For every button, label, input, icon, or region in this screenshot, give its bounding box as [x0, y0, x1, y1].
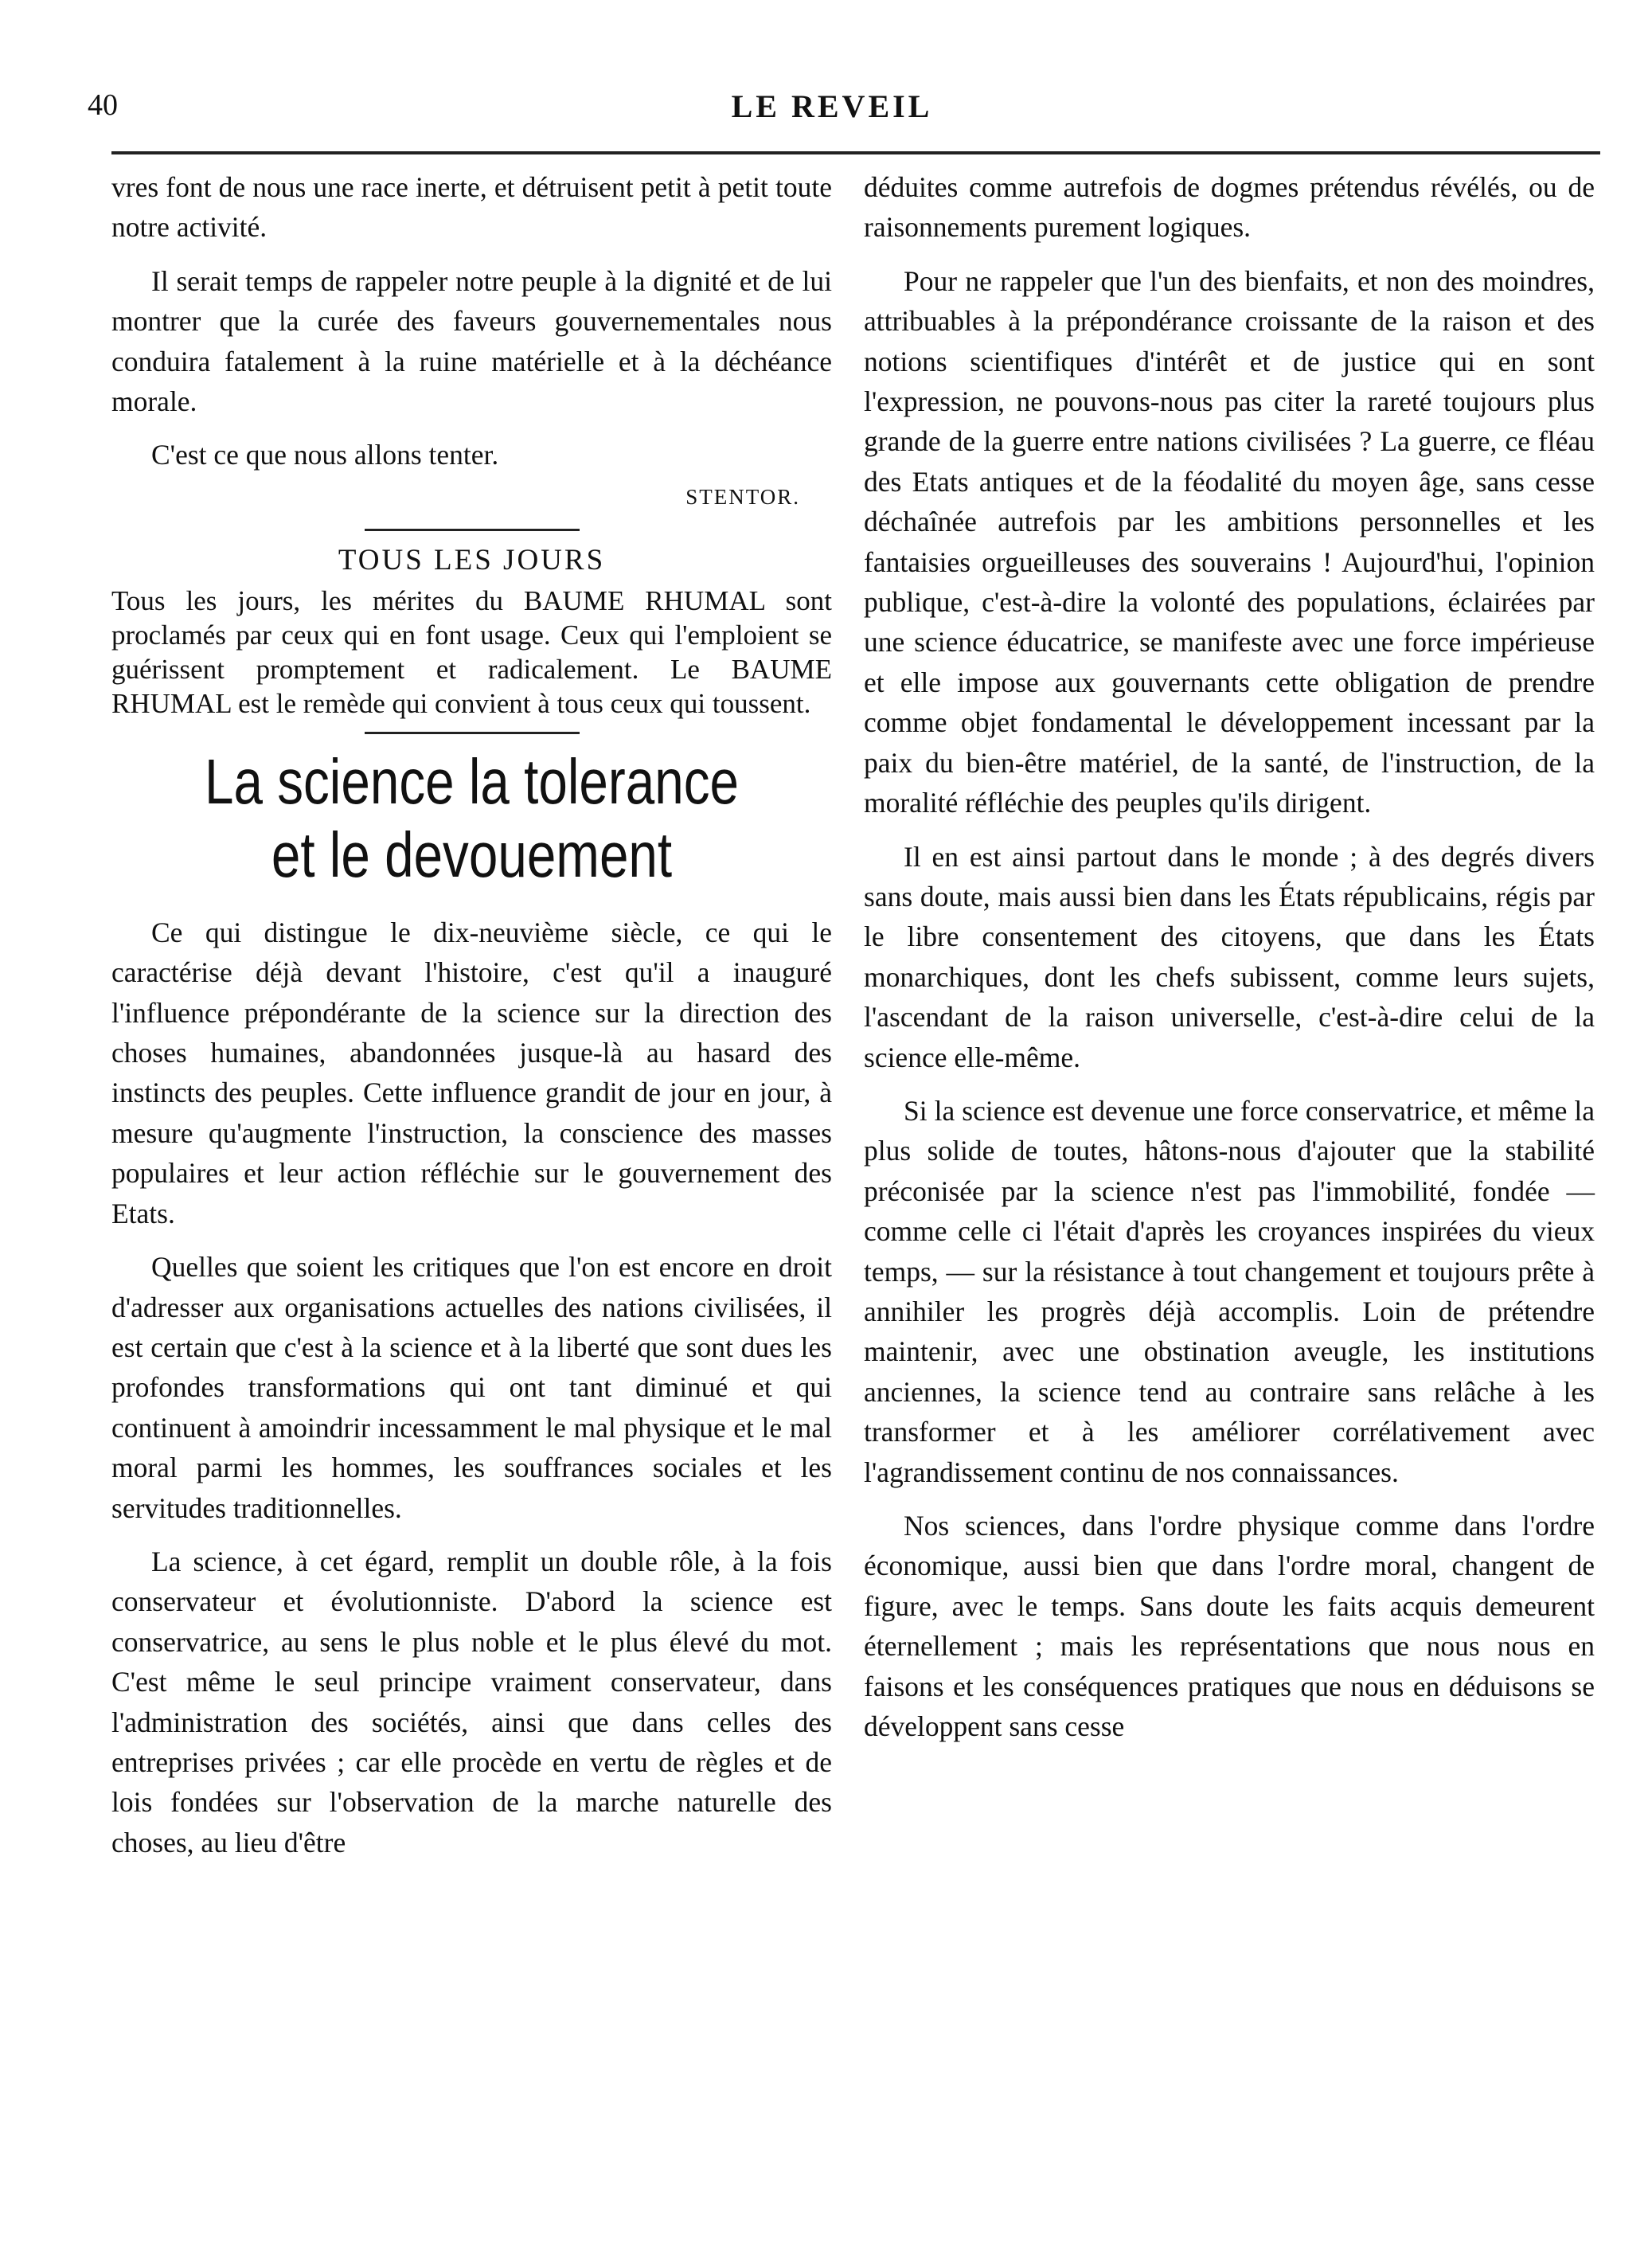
ad-title: TOUS LES JOURS	[338, 543, 606, 576]
paragraph: Il en est ainsi partout dans le monde ; à des degrés divers sans doute, mais aussi bien dans les États républicains, régis par le libre consentement des citoyens, que dans les États monarchiques, dont les chefs subissent, comme leurs sujets, l'ascendant de la raison universelle, c'est-à-dire celui de la science elle-même.	[864, 840, 1595, 1073]
right-column	[864, 167, 1595, 1760]
page-number: 40	[88, 88, 118, 122]
article-title: La science la tolerance et le devouement	[205, 745, 739, 890]
page-header	[64, 88, 1600, 135]
ad-text: Tous les jours, les mérites du BAUME RHUMAL sont proclamés par ceux qui en font usage. Ceux qui l'emploient se guérissent promptement et radicalement. Le BAUME RHUMAL est le remède qui convient à tous ceux qui toussent.	[111, 584, 832, 719]
paragraph: Ce qui distingue le dix-neuvième siècle, ce qui le caractérise déjà devant l'histoire, c'est qu'il a inauguré l'influence prépondérante de la science sur la direction des choses humaines, abandonnées jusque-là au hasard des instincts des peuples. Cette influence grandit de jour en jour, à mesure qu'augmente l'instruction, la conscience des masses populaires et leur action réfléchie sur le gouvernement des Etats.	[111, 916, 832, 1229]
section-divider	[365, 529, 580, 531]
section-divider	[365, 732, 580, 734]
continued-paragraph: déduites comme autrefois de dogmes prétendus révélés, ou de raisonnements purement logiques.	[864, 171, 1595, 244]
paragraph: C'est ce que nous allons tenter.	[151, 439, 499, 471]
journal-title: LE REVEIL	[731, 88, 933, 124]
header-rule	[111, 151, 1600, 154]
paragraph: Si la science est devenue une force conservatrice, et même la plus solide de toutes, hâtons-nous d'ajouter que la stabilité préconisée par la science n'est pas l'immobilité, fondée — comme celle ci l'était d'après les croyances inspirées du vieux temps, — sur la résistance à tout changement et toujours prête à annihiler les progrès déjà accomplis. Loin de prétendre maintenir, avec une obstination aveugle, les institutions anciennes, la science tend au contraire sans relâche à les transformer et à les améliorer corrélativement avec l'agrandissement continu de nos connaissances.	[864, 1094, 1595, 1488]
paragraph: Pour ne rappeler que l'un des bienfaits, et non des moindres, attribuables à la prépondérance croissante de la raison et des notions scientifiques d'intérêt et de justice qui en sont l'expression, ne pouvons-nous pas citer la rareté toujours plus grande de la guerre entre nations civilisées ? La guerre, ce fléau des Etats antiques et de la féodalité du moyen âge, sans cesse déchaînée autrefois par les ambitions personnelles et les fantaisies orgueilleuses des souverains ! Aujourd'hui, l'opinion publique, c'est-à-dire la volonté des populations, éclairées par une science éducatrice, se manifeste avec une force impérieuse et elle impose aux gouvernants cette obligation de prendre comme objet fondamental le développement incessant par la paix du bien-être matériel, de la santé, de l'instruction, de la moralité réfléchie des peuples qu'ils dirigent.	[864, 264, 1595, 819]
continued-paragraph: vres font de nous une race inerte, et détruisent petit à petit toute notre activité.	[111, 171, 832, 244]
paragraph: Quelles que soient les critiques que l'on est encore en droit d'adresser aux organisations actuelles des nations civilisées, il est certain que c'est à la science et à la liberté que sont dues les profondes transformations qui ont tant diminué et qui continuent à amoindrir incessamment le mal physique et le mal moral parmi les hommes, les souffrances sociales et les servitudes traditionnelles.	[111, 1251, 832, 1524]
paragraph: La science, à cet égard, remplit un double rôle, à la fois conservateur et évolutionniste. D'abord la science est conservatrice, au sens le plus noble et le plus élevé du mot. C'est même le seul principe vraiment conservateur, dans l'administration des sociétés, ainsi que dans celles des entreprises privées ; car elle procède en vertu de règles et de lois fondées sur l'observation de la marche naturelle des choses, au lieu d'être	[111, 1545, 832, 1858]
paragraph: Il serait temps de rappeler notre peuple à la dignité et de lui montrer que la curée des faveurs gouvernementales nous conduira fatalement à la ruine matérielle et à la déchéance morale.	[111, 264, 832, 418]
signature: STENTOR.	[685, 484, 800, 509]
left-column	[111, 167, 832, 1876]
paragraph: Nos sciences, dans l'ordre physique comme dans l'ordre économique, aussi bien que dans l'ordre moral, changent de figure, avec le temps. Sans doute les faits acquis demeurent éternellement ; mais les représentations que nous nous en faisons et les conséquences pratiques que nous en déduisons se développent sans cesse	[864, 1510, 1595, 1743]
